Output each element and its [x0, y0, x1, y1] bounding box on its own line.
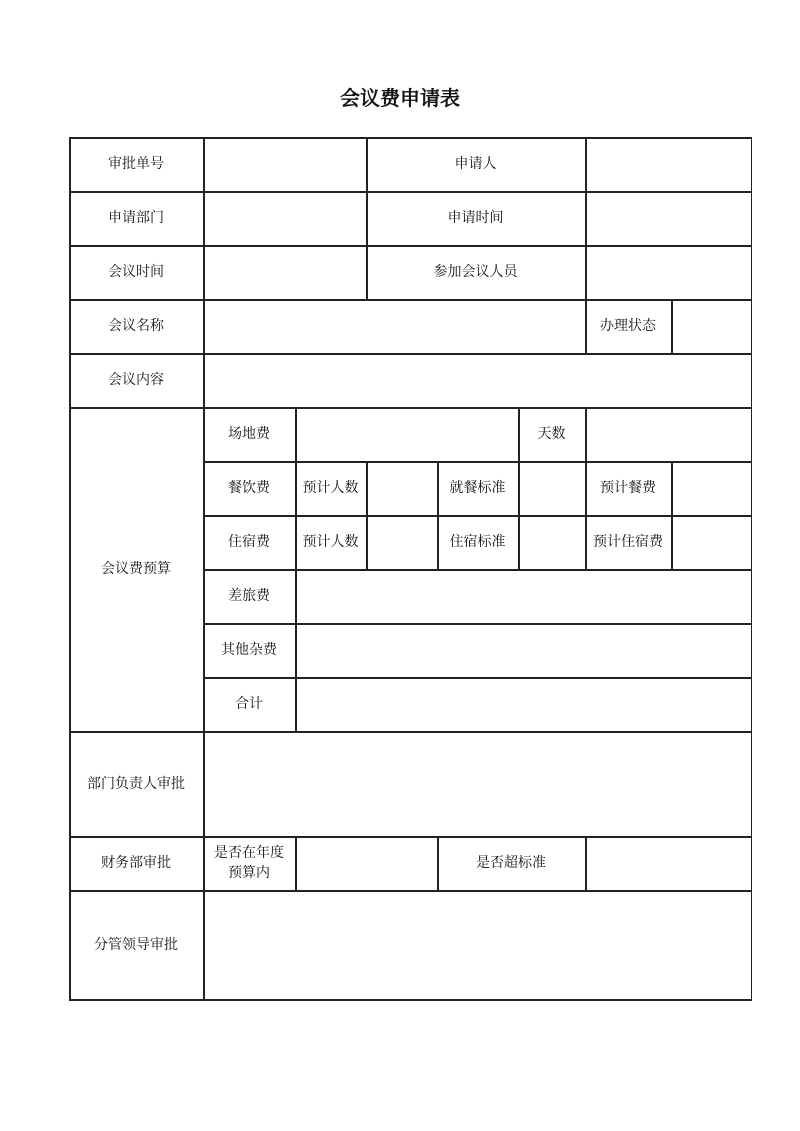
- attendees-field[interactable]: [585, 245, 752, 299]
- department-field[interactable]: [203, 191, 366, 245]
- application-form-table: [69, 137, 752, 1000]
- label-est-people-catering: 预计人数: [302, 480, 359, 496]
- apply-time-field[interactable]: [585, 191, 752, 245]
- days-field[interactable]: [585, 407, 752, 461]
- misc-fee-field[interactable]: [295, 623, 752, 677]
- label-total: 合计: [235, 696, 263, 712]
- page-title: 会议费申请表: [340, 86, 460, 110]
- label-status: 办理状态: [600, 318, 656, 334]
- est-lodging-fee-field[interactable]: [671, 515, 752, 569]
- status-field[interactable]: [671, 299, 752, 353]
- label-misc-fee: 其他杂费: [221, 642, 277, 658]
- travel-fee-field[interactable]: [295, 569, 752, 623]
- in-annual-budget-field[interactable]: [295, 836, 437, 890]
- label-budget: 会议费预算: [101, 561, 171, 577]
- label-applicant: 申请人: [454, 156, 497, 172]
- label-lodging-standard: 住宿标准: [449, 534, 506, 550]
- meeting-content-field[interactable]: [203, 353, 752, 407]
- label-over-standard: 是否超标准: [476, 855, 546, 871]
- label-in-annual-budget: 是否在年度预算内: [214, 845, 284, 881]
- label-est-lodging-fee: 预计住宿费: [593, 534, 663, 550]
- est-people-lodging-field[interactable]: [366, 515, 437, 569]
- label-meeting-name: 会议名称: [108, 318, 164, 334]
- label-department: 申请部门: [108, 210, 164, 226]
- label-attendees: 参加会议人员: [433, 264, 518, 280]
- applicant-field[interactable]: [585, 137, 752, 191]
- label-leader-approval: 分管领导审批: [94, 937, 178, 953]
- est-people-catering-field[interactable]: [366, 461, 437, 515]
- label-apply-time: 申请时间: [447, 210, 504, 226]
- label-dept-head-approval: 部门负责人审批: [87, 775, 185, 792]
- over-standard-field[interactable]: [585, 836, 752, 890]
- lodging-standard-field[interactable]: [518, 515, 585, 569]
- leader-approval-field[interactable]: [203, 890, 752, 1000]
- label-catering-fee: 餐饮费: [228, 480, 270, 496]
- label-lodging-fee: 住宿费: [228, 534, 270, 550]
- label-meal-standard: 就餐标准: [449, 480, 506, 496]
- label-days: 天数: [537, 426, 566, 442]
- venue-fee-field[interactable]: [295, 407, 518, 461]
- total-field[interactable]: [295, 677, 752, 731]
- meal-standard-field[interactable]: [518, 461, 585, 515]
- meeting-time-field[interactable]: [203, 245, 366, 299]
- label-travel-fee: 差旅费: [228, 588, 270, 604]
- label-meeting-content: 会议内容: [108, 372, 164, 388]
- label-venue-fee: 场地费: [228, 426, 270, 442]
- dept-head-approval-field[interactable]: [203, 731, 752, 836]
- est-meal-fee-field[interactable]: [671, 461, 752, 515]
- approval-no-field[interactable]: [203, 137, 366, 191]
- label-est-meal-fee: 预计餐费: [600, 480, 656, 496]
- label-meeting-time: 会议时间: [108, 264, 164, 280]
- label-approval-no: 审批单号: [108, 156, 164, 172]
- meeting-name-field[interactable]: [203, 299, 585, 353]
- label-finance-approval: 财务部审批: [101, 855, 171, 871]
- label-est-people-lodging: 预计人数: [302, 534, 359, 550]
